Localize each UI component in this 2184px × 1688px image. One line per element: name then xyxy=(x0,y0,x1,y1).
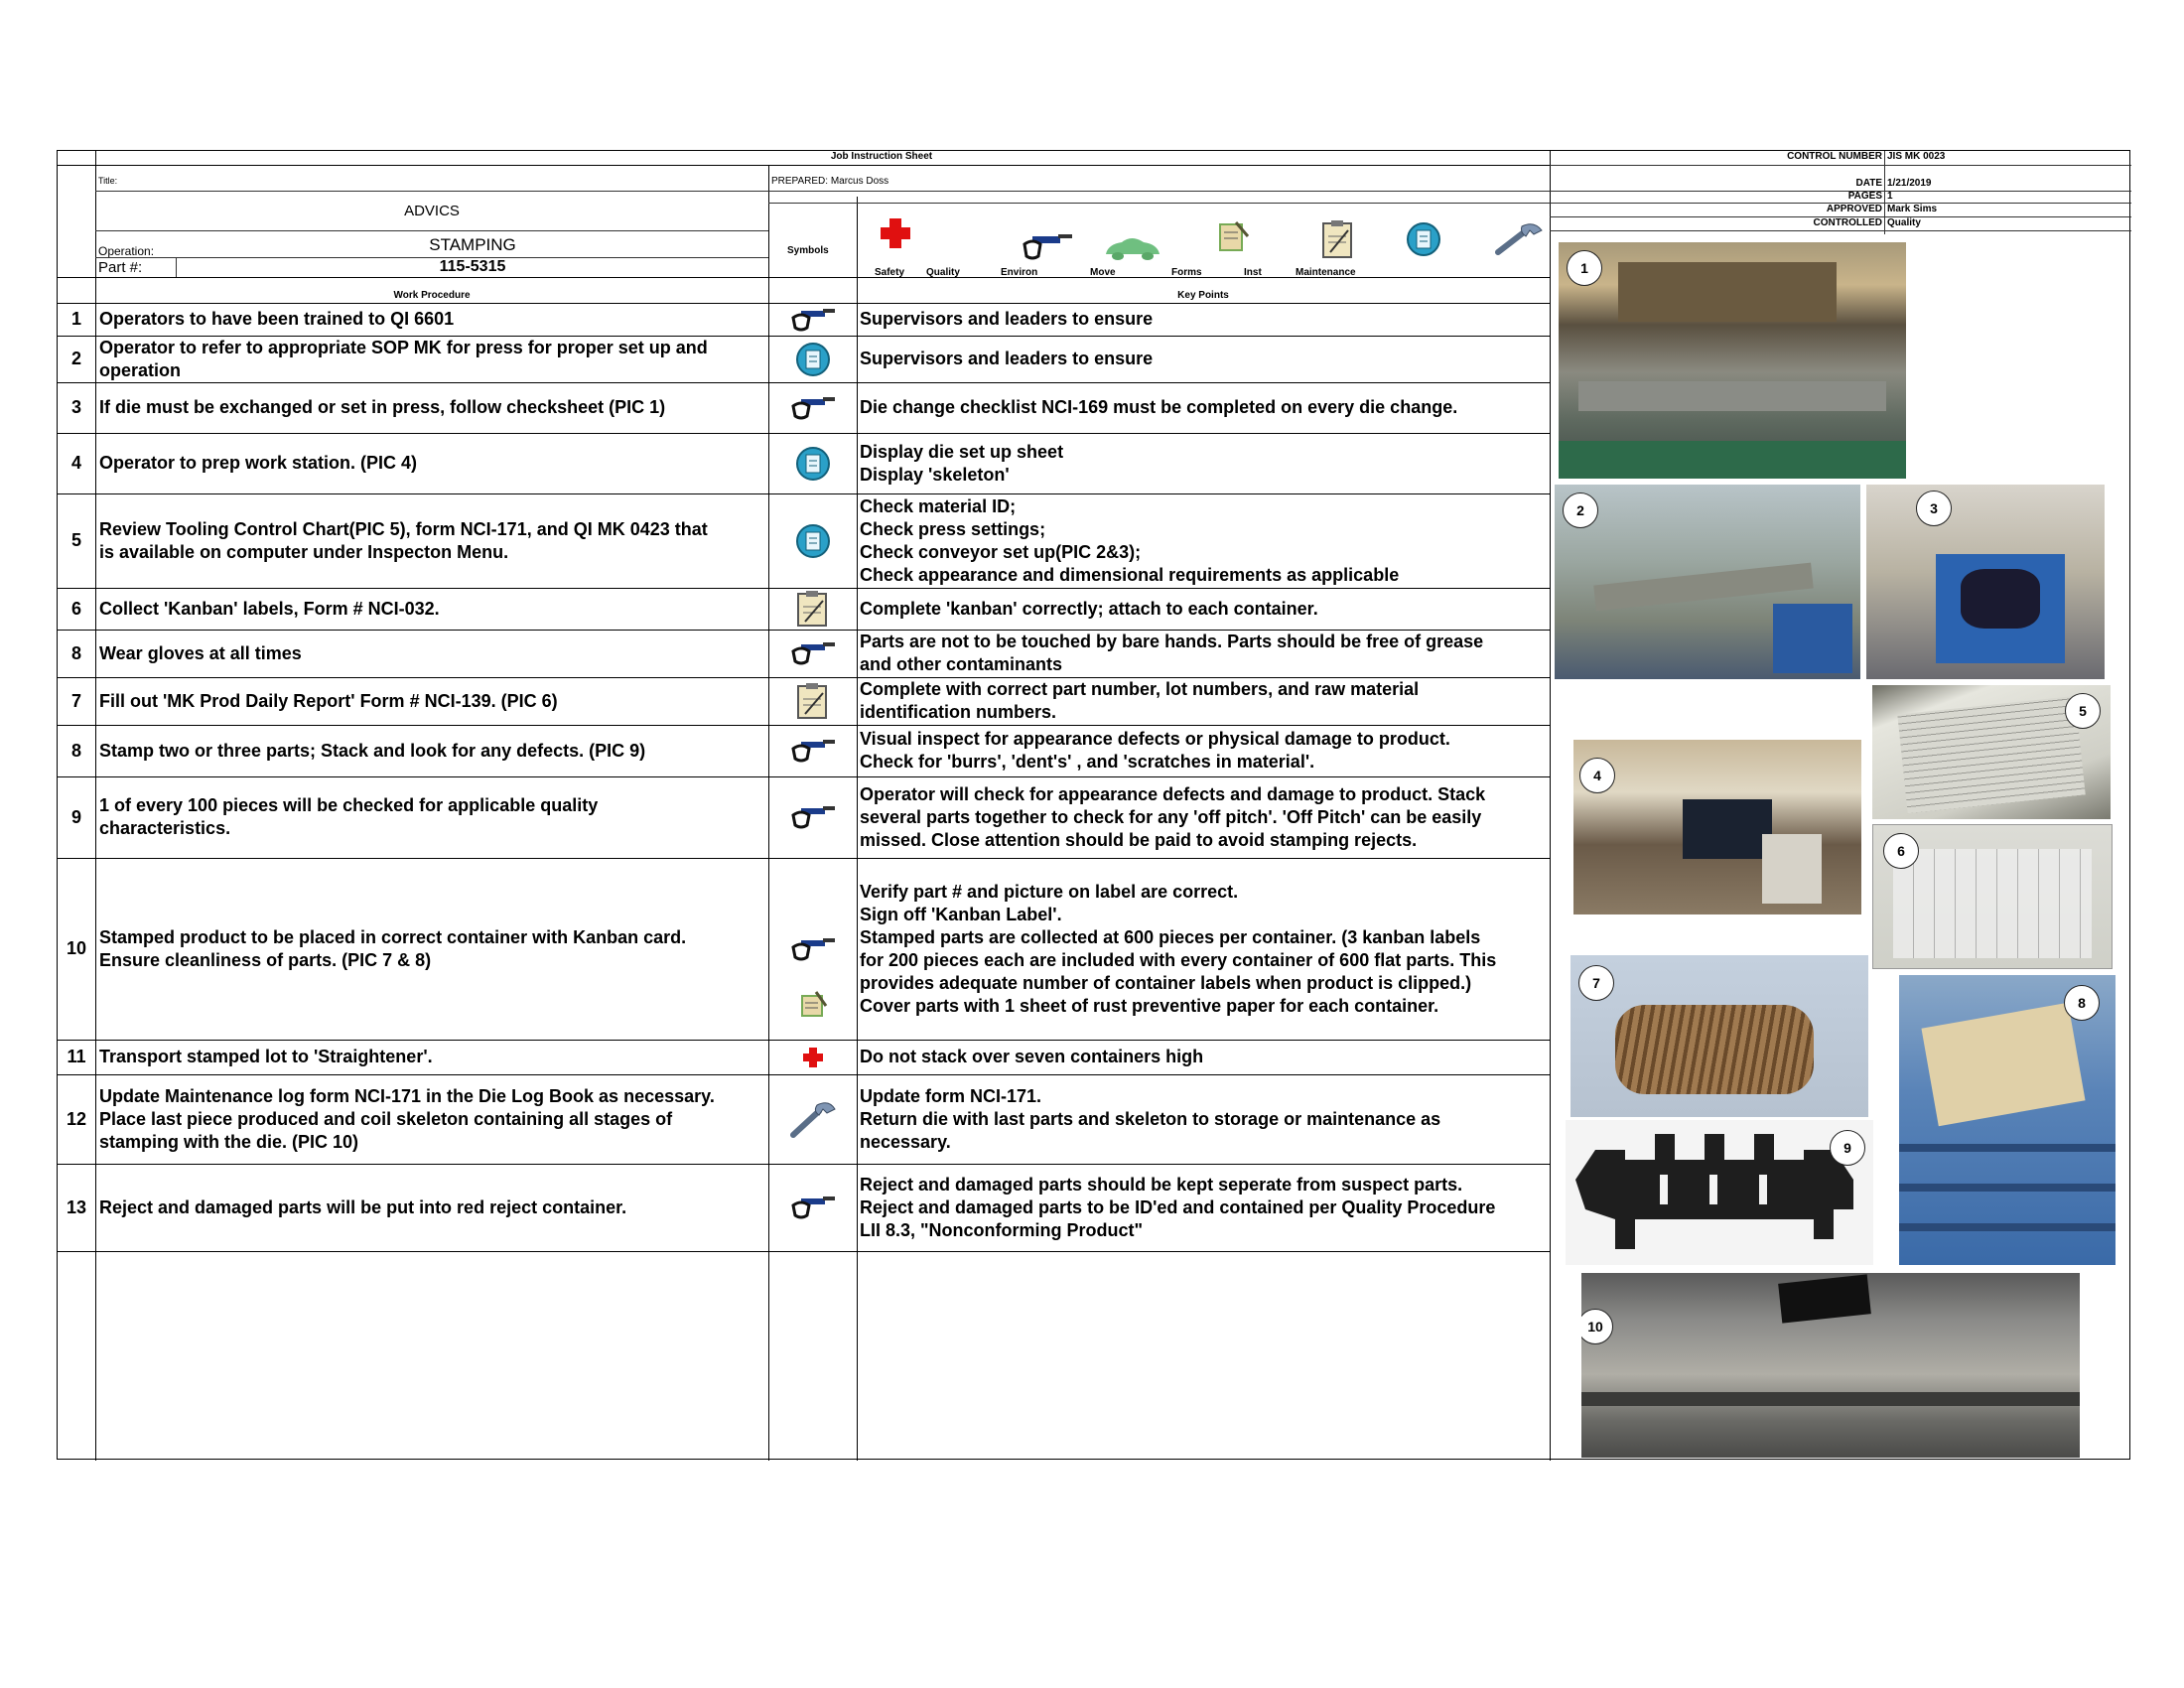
procedure-line: Review Tooling Control Chart(PIC 5), form NCI-171, and QI MK 0423 that xyxy=(99,518,708,539)
control-number-label: CONTROL NUMBER xyxy=(1787,151,1882,162)
procedure-line: Operators to have been trained to QI 6601 xyxy=(99,309,455,329)
photo-workstation xyxy=(1573,740,1861,914)
key-point-line: Verify part # and picture on label are correct. xyxy=(860,881,1239,902)
photo-daily-report xyxy=(1872,824,2113,969)
pages-value: 1 xyxy=(1887,191,1893,202)
key-point-line: Do not stack over seven containers high xyxy=(860,1047,1204,1066)
instruction-disc-icon xyxy=(768,433,857,493)
row-line xyxy=(58,1251,1551,1252)
quality-gauge-icon xyxy=(768,382,857,433)
key-point-line: Supervisors and leaders to ensure xyxy=(860,349,1154,368)
key-points-text xyxy=(860,1164,1549,1251)
photo-badge: 1 xyxy=(1567,250,1602,286)
move-car-icon xyxy=(1102,232,1163,269)
work-procedure-text xyxy=(99,336,766,382)
key-point-line: Stamped parts are collected at 600 pieces per container. (3 kanban labels xyxy=(860,926,1481,947)
quality-gauge-icon xyxy=(768,630,857,677)
key-point-line: Cover parts with 1 sheet of rust preventive paper for each container. xyxy=(860,995,1439,1016)
photo-badge: 4 xyxy=(1579,758,1615,793)
photo-part xyxy=(1566,1120,1873,1265)
procedure-line: Fill out 'MK Prod Daily Report' Form # NCI-139. (PIC 6) xyxy=(99,690,558,711)
legend-quality: Quality xyxy=(926,267,960,278)
header-line xyxy=(768,203,1550,204)
header-line xyxy=(95,191,768,192)
quality-gauge-icon xyxy=(768,1164,857,1251)
step-number: 13 xyxy=(66,1196,87,1217)
key-point-line: Check appearance and dimensional requirements as applicable xyxy=(860,564,1400,585)
forms-clipboard-icon xyxy=(1320,218,1356,265)
photo-bin xyxy=(1866,485,2105,679)
key-points-text xyxy=(860,630,1549,677)
key-point-line: Complete 'kanban' correctly; attach to each container. xyxy=(860,598,1318,619)
photo-badge: 9 xyxy=(1830,1130,1865,1166)
step-number: 10 xyxy=(66,938,87,958)
procedure-line: 1 of every 100 pieces will be checked for applicable quality xyxy=(99,795,599,815)
maintenance-wrench-icon xyxy=(768,1074,857,1164)
key-point-line: for 200 pieces each are included with every container of 600 flat parts. This xyxy=(860,949,1497,970)
photo-badge: 10 xyxy=(1581,1309,1613,1344)
key-points-text xyxy=(860,336,1549,382)
control-number-value: JIS MK 0023 xyxy=(1887,151,1946,162)
forms-desk-icon xyxy=(1214,218,1254,263)
key-point-line: Complete with correct part number, lot numbers, and raw material xyxy=(860,679,1420,699)
key-points-text xyxy=(860,677,1549,725)
procedure-line: Reject and damaged parts will be put into red reject container. xyxy=(99,1196,627,1217)
key-points-text xyxy=(860,493,1549,588)
procedure-line: Operator to refer to appropriate SOP MK for press for proper set up and xyxy=(99,337,708,357)
key-points-text xyxy=(860,725,1549,776)
key-point-line: Check conveyor set up(PIC 2&3); xyxy=(860,541,1142,562)
key-points-text xyxy=(860,858,1549,1040)
symbols-label: Symbols xyxy=(787,245,829,256)
step-number: 12 xyxy=(66,1108,87,1129)
step-number: 3 xyxy=(70,397,81,417)
key-points-text xyxy=(860,776,1549,858)
work-procedure-text xyxy=(99,1164,766,1251)
key-points-text xyxy=(860,382,1549,433)
work-procedure-text xyxy=(99,588,766,630)
job-instruction-sheet xyxy=(57,150,2130,1460)
header-line xyxy=(95,230,768,231)
controlled-value: Quality xyxy=(1887,217,1921,228)
key-point-line: provides adequate number of container labels when product is clipped.) xyxy=(860,972,1472,993)
forms-clipboard-icon xyxy=(768,677,857,725)
key-points-text xyxy=(860,303,1549,336)
key-points-text xyxy=(860,433,1549,493)
title-label: Title: xyxy=(98,176,118,186)
work-procedure-text xyxy=(99,493,766,588)
instruction-disc-icon xyxy=(768,336,857,382)
stamped-part-silhouette xyxy=(1566,1120,1873,1265)
procedure-line: Place last piece produced and coil skeleton containing all stages of xyxy=(99,1108,673,1129)
sheet-title: Job Instruction Sheet xyxy=(830,151,933,162)
procedure-line: Operator to prep work station. (PIC 4) xyxy=(99,453,418,473)
inst-desk-icon xyxy=(768,980,857,1030)
photo-badge: 7 xyxy=(1578,965,1614,1001)
key-point-line: Supervisors and leaders to ensure xyxy=(860,309,1154,329)
control-line xyxy=(1550,165,2131,166)
control-line xyxy=(1550,230,2131,231)
controlled-label: CONTROLLED xyxy=(1813,217,1882,228)
key-point-line: Sign off 'Kanban Label'. xyxy=(860,904,1062,924)
maintenance-wrench-icon xyxy=(1494,220,1546,261)
header-line xyxy=(58,277,768,278)
photo-badge: 8 xyxy=(2064,985,2100,1021)
procedure-line: stamping with the die. (PIC 10) xyxy=(99,1131,359,1152)
work-procedure-text xyxy=(99,776,766,858)
key-point-line: several parts together to check for any 'off pitch'. 'Off Pitch' can be easily xyxy=(860,806,1482,827)
part-value: 115-5315 xyxy=(439,258,506,275)
key-point-line: Return die with last parts and skeleton to storage or maintenance as xyxy=(860,1108,1441,1129)
approved-value: Mark Sims xyxy=(1887,204,1938,214)
control-divider xyxy=(1884,151,1885,234)
step-number: 4 xyxy=(70,453,81,473)
step-number: 8 xyxy=(70,642,81,663)
legend-forms: Forms xyxy=(1171,267,1202,278)
num-col-line xyxy=(95,151,96,1461)
photo-badge: 6 xyxy=(1883,833,1919,869)
legend-environ: Environ xyxy=(1001,267,1038,278)
step-number: 8 xyxy=(70,740,81,761)
forms-clipboard-icon xyxy=(768,588,857,630)
key-point-line: Check for 'burrs', 'dent's' , and 'scratches in material'. xyxy=(860,752,1315,772)
work-procedure-text xyxy=(99,1074,766,1164)
prepared-by: PREPARED: Marcus Doss xyxy=(771,176,889,187)
photo-press xyxy=(1559,242,1906,479)
photo-container xyxy=(1899,975,2116,1265)
title-value: ADVICS xyxy=(404,203,460,219)
key-points-text xyxy=(860,588,1549,630)
photo-tooling-chart xyxy=(1872,685,2111,819)
step-number: 2 xyxy=(70,349,81,368)
step-number: 6 xyxy=(70,598,81,619)
work-procedure-text xyxy=(99,303,766,336)
procedure-line: Ensure cleanliness of parts. (PIC 7 & 8) xyxy=(99,949,432,970)
step-number: 11 xyxy=(67,1047,86,1066)
header-line xyxy=(768,277,1550,278)
key-point-line: Die change checklist NCI-169 must be completed on every die change. xyxy=(860,397,1458,417)
procedure-line: Collect 'Kanban' labels, Form # NCI-032. xyxy=(99,598,440,619)
operation-label: Operation: xyxy=(98,244,155,258)
procedure-line: Update Maintenance log form NCI-171 in the Die Log Book as necessary. xyxy=(99,1085,715,1106)
step-number: 5 xyxy=(70,530,81,550)
step-number: 9 xyxy=(70,806,81,827)
work-procedure-text xyxy=(99,1040,766,1074)
photo-stamped-parts xyxy=(1570,955,1868,1117)
work-procedure-text xyxy=(99,677,766,725)
key-point-line: LII 8.3, "Nonconforming Product" xyxy=(860,1219,1144,1240)
work-procedure-text xyxy=(99,382,766,433)
legend-move: Move xyxy=(1090,267,1116,278)
key-point-line: Operator will check for appearance defects and damage to product. Stack xyxy=(860,783,1486,804)
work-procedure-text xyxy=(99,858,766,1040)
instruction-disc-icon xyxy=(1405,220,1442,263)
key-points-text xyxy=(860,1074,1549,1164)
title-divider xyxy=(58,165,1551,166)
key-point-line: Reject and damaged parts to be ID'ed and contained per Quality Procedure xyxy=(860,1196,1496,1217)
sym-col-line xyxy=(857,197,858,1461)
quality-gauge-icon xyxy=(1019,230,1074,267)
safety-cross-icon xyxy=(768,1040,857,1074)
step-number: 1 xyxy=(70,309,81,329)
right-col-line xyxy=(1550,151,1551,1461)
date-label: DATE xyxy=(1855,178,1882,189)
procedure-line: If die must be exchanged or set in press, follow checksheet (PIC 1) xyxy=(99,397,666,417)
pages-label: PAGES xyxy=(1847,191,1882,202)
key-point-line: Check material ID; xyxy=(860,495,1017,516)
key-points-text xyxy=(860,1040,1549,1074)
key-point-line: Parts are not to be touched by bare hands. Parts should be free of grease xyxy=(860,632,1484,651)
procedure-line: is available on computer under Inspecton Menu. xyxy=(99,541,509,562)
part-label: Part #: xyxy=(98,259,143,276)
photo-conveyor xyxy=(1555,485,1860,679)
key-point-line: Update form NCI-171. xyxy=(860,1085,1042,1106)
step-number: 7 xyxy=(70,690,81,711)
photo-badge: 5 xyxy=(2065,693,2101,729)
key-point-line: missed. Close attention should be paid to avoid stamping rejects. xyxy=(860,829,1418,850)
quality-gauge-icon xyxy=(768,303,857,336)
photo-die-log xyxy=(1581,1273,2080,1458)
work-procedure-text xyxy=(99,725,766,776)
key-point-line: and other contaminants xyxy=(860,654,1063,674)
procedure-line: Wear gloves at all times xyxy=(99,642,302,663)
procedure-line: Stamp two or three parts; Stack and look for any defects. (PIC 9) xyxy=(99,740,646,761)
approved-label: APPROVED xyxy=(1826,204,1882,214)
procedure-line: Stamped product to be placed in correct container with Kanban card. xyxy=(99,926,687,947)
operation-value: STAMPING xyxy=(429,235,516,254)
work-procedure-heading: Work Procedure xyxy=(393,290,471,301)
key-point-line: Reject and damaged parts should be kept seperate from suspect parts. xyxy=(860,1174,1463,1195)
key-point-line: Display 'skeleton' xyxy=(860,464,1010,485)
date-value: 1/21/2019 xyxy=(1887,178,1932,189)
procedure-line: Transport stamped lot to 'Straightener'. xyxy=(99,1047,433,1066)
procedure-line: operation xyxy=(99,359,182,380)
legend-inst: Inst xyxy=(1244,267,1262,278)
key-point-line: Display die set up sheet xyxy=(860,441,1064,462)
instruction-disc-icon xyxy=(768,493,857,588)
procedure-line: characteristics. xyxy=(99,818,231,838)
safety-cross-icon xyxy=(876,216,915,255)
key-point-line: Visual inspect for appearance defects or physical damage to product. xyxy=(860,729,1450,749)
key-point-line: identification numbers. xyxy=(860,702,1057,722)
header-line xyxy=(768,191,1550,192)
photo-badge: 2 xyxy=(1563,492,1598,528)
work-procedure-text xyxy=(99,630,766,677)
photo-badge: 3 xyxy=(1916,491,1952,526)
quality-gauge-icon xyxy=(768,776,857,858)
key-point-line: necessary. xyxy=(860,1131,951,1152)
work-procedure-text xyxy=(99,433,766,493)
legend-maintenance: Maintenance xyxy=(1296,267,1356,278)
legend-safety: Safety xyxy=(875,267,905,278)
quality-gauge-icon xyxy=(768,725,857,776)
key-points-heading: Key Points xyxy=(1177,290,1229,301)
key-point-line: Check press settings; xyxy=(860,518,1046,539)
